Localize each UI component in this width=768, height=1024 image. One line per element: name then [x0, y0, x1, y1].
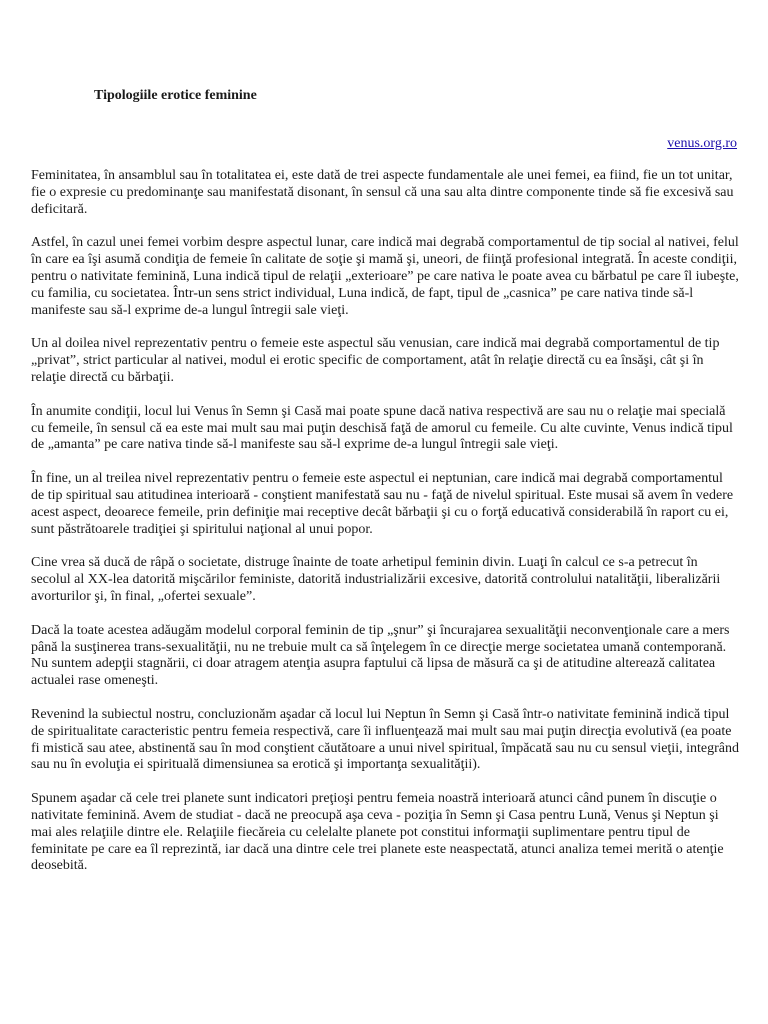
paragraph: Dacă la toate acestea adăugăm modelul corporal feminin de tip „şnur” şi încurajarea sexualităţii neconvenţionale care a mers până la susţinerea trans-sexualităţii, nu ne trebuie mult ca să înţelegem în ce direcţie merge societatea umană contemporană. Nu suntem adepţii stagnării, ci doar atragem atenţia asupra faptului că lipsa de măsură ca şi de atitudine alterează calitatea actualei rase omeneşti.: [31, 622, 730, 689]
paragraph: Feminitatea, în ansamblul sau în totalitatea ei, este dată de trei aspecte fundamentale ale unei femei, ea fiind, fie un tot unitar, fie o expresie cu predominanţe sau manifestată disonant, în sensul că una sau alta dintre componente tinde să fie excesivă sau deficitară.: [31, 168, 734, 217]
paragraph: În fine, un al treilea nivel reprezentativ pentru o femeie este aspectul ei neptunian, care indică mai degrabă comportamentul de tip spiritual sau atitudinea interioară - conştient manifestată sau nu - faţă de nivelul spiritual. Este musai să avem în vedere acest aspect, deoarece femeile, prin definiţie mai receptive decât bărbaţii şi cu o forţă educativă considerabilă în raport cu ei, sunt păstrătoarele tradiţiei şi spiritului naţional al unui popor.: [31, 471, 734, 537]
paragraph: Astfel, în cazul unei femei vorbim despre aspectul lunar, care indică mai degrabă comportamentul de tip social al nativei, felul în care ea îşi asumă condiţia de femeie în calitate de soţie şi mamă şi, uneori, de fiinţă profesional integrată. În aceste condiţii, pentru o nativitate feminină, Luna indică tipul de relaţii „exterioare” pe care nativa le poate avea cu bărbatul pe care îl iubeşte, cu familia, cu societatea. Într-un sens strict individual, Luna indică, de fapt, tipul de „casnica” pe care nativa tinde să-l manifeste sau să-l exprime de-a lungul întregii sale vieţi.: [31, 235, 739, 318]
document-body: [31, 168, 739, 892]
paragraph: Cine vrea să ducă de râpă o societate, distruge înainte de toate arhetipul feminin divin. Luaţi în calcul ce s-a petrecut în secolul al XX-lea datorită mişcărilor feministe, datorită industrializării excesive, datorită controlului natalităţii, liberalizării avorturilor şi, în final, „ofertei sexuale”.: [31, 555, 721, 604]
paragraph: Un al doilea nivel reprezentativ pentru o femeie este aspectul său venusian, care indică mai degrabă comportamentul de tip „privat”, strict particular al nativei, modul ei erotic specific de comportament, atât în relaţie directă cu ea însăşi, cât şi în relaţie directă cu bărbaţii.: [31, 336, 720, 385]
paragraph: Revenind la subiectul nostru, concluzionăm aşadar că locul lui Neptun în Semn şi Casă într-o nativitate feminină indică tipul de spiritualitate caracteristic pentru femeia respectivă, care îi influenţează mai mult sau mai puţin direcţia evolutivă (ea poate fi mistică sau atee, abstinentă sau în mod conştient căutătoare a unui nivel spiritual, împăcată sau nu cu sensul vieţii, integrând sau nu în evoluţia ei spirituală dimensiunea sa erotică şi importanţa sexualităţii).: [31, 706, 739, 773]
document-title: Tipologiile erotice feminine: [94, 88, 257, 103]
paragraph: Spunem aşadar că cele trei planete sunt indicatori preţioşi pentru femeia noastră interioară atunci când punem în discuţie o nativitate feminină. Avem de studiat - dacă ne preocupă aşa ceva - poziţia în Semn şi Casa pentru Lună, Venus şi Neptun şi mai ales relaţiile dintre ele. Relaţiile fiecăreia cu celelalte planete pot constitui informaţii suplimentare pentru tipul de feminitate pe care ea îl reprezintă, iar dacă una dintre cele trei planete este neaspectată, atunci analiza temei merită o atenţie deosebită.: [31, 791, 724, 874]
source-link[interactable]: venus.org.ro: [667, 136, 737, 151]
paragraph: În anumite condiţii, locul lui Venus în Semn şi Casă mai poate spune dacă nativa respectivă are sau nu o relaţie mai specială cu femeile, în sensul că ea este mai mult sau mai puţin deschisă faţă de amorul cu femeile. Cu alte cuvinte, Venus indică tipul de „amanta” pe care nativa tinde să-l manifeste sau să-l exprime de-a lungul întregii sale vieţi.: [31, 403, 733, 453]
